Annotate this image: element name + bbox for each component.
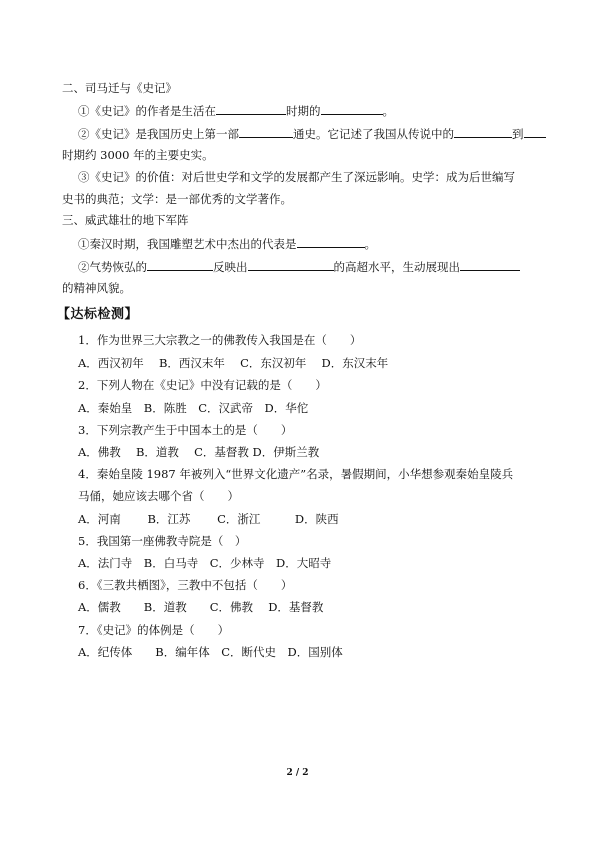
question-4-line-1: 4．秦始皇陵 1987 年被列入“世界文化遗产”名录，暑假期间，小华想参观秦始皇陵兵: [78, 467, 514, 481]
test-heading: 【达标检测】: [57, 307, 139, 322]
question-3-options: A．佛教 B．道教 C．基督教 D．伊斯兰教: [78, 445, 320, 459]
section-2-title: 二、司马迁与《史记》: [62, 81, 177, 95]
section-2-question-2-cont: 时期约 3000 年的主要史实。: [62, 148, 214, 162]
answer-blank[interactable]: [297, 235, 365, 248]
section-3-question-2-cont: 的精神风貌。: [62, 281, 131, 295]
question-6: 6．《三教共栖图》，三教中不包括（ ）: [78, 578, 293, 592]
question-7-options: A．纪传体 B．编年体 C．断代史 D．国别体: [78, 645, 343, 659]
question-3: 3．下列宗教产生于中国本土的是（ ）: [78, 423, 293, 437]
answer-blank[interactable]: [147, 258, 213, 271]
question-4-line-2: 马俑，她应该去哪个省（ ）: [78, 489, 239, 503]
section-2-question-2: ②《史记》是我国历史上第一部 通史。它记述了我国从传说中的 到: [78, 125, 546, 142]
question-5: 5．我国第一座佛教寺院是（ ）: [78, 534, 247, 548]
answer-blank[interactable]: [248, 258, 334, 271]
question-2-options: A．秦始皇 B．陈胜 C．汉武帝 D．华佗: [78, 401, 309, 415]
section-2-question-3-line-1: ③《史记》的价值：对后世史学和文学的发展都产生了深远影响。史学：成为后世编写: [78, 170, 515, 184]
section-3-question-1: ①秦汉时期，我国雕塑艺术中杰出的代表是 。: [78, 237, 376, 251]
answer-blank[interactable]: [460, 258, 520, 271]
section-2-question-1: ①《史记》的作者是生活在 时期的 。: [78, 104, 394, 118]
question-5-options: A．法门寺 B．白马寺 C．少林寺 D．大昭寺: [78, 556, 332, 570]
question-6-options: A．儒教 B．道教 C．佛教 D．基督教: [78, 600, 324, 614]
answer-blank[interactable]: [321, 102, 383, 115]
answer-blank[interactable]: [524, 125, 546, 138]
answer-blank[interactable]: [216, 102, 286, 115]
answer-blank[interactable]: [454, 125, 512, 138]
section-3-title: 三、威武雄壮的地下军阵: [62, 213, 189, 227]
question-4-options: A．河南 B．江苏 C．浙江 D．陕西: [78, 512, 339, 526]
question-1-options: A．西汉初年 B．西汉末年 C．东汉初年 D．东汉末年: [78, 356, 389, 370]
section-2-question-3-line-2: 史书的典范；文学：是一部优秀的文学著作。: [62, 192, 292, 206]
page-number: 2 / 2: [286, 768, 309, 778]
question-1: 1．作为世界三大宗教之一的佛教传入我国是在（ ）: [78, 333, 362, 347]
question-7: 7．《史记》的体例是（ ）: [78, 623, 230, 637]
answer-blank[interactable]: [239, 125, 293, 138]
question-2: 2．下列人物在《史记》中没有记载的是（ ）: [78, 378, 327, 392]
section-3-question-2: ②气势恢弘的 反映出 的高超水平，生动展现出: [78, 258, 520, 275]
